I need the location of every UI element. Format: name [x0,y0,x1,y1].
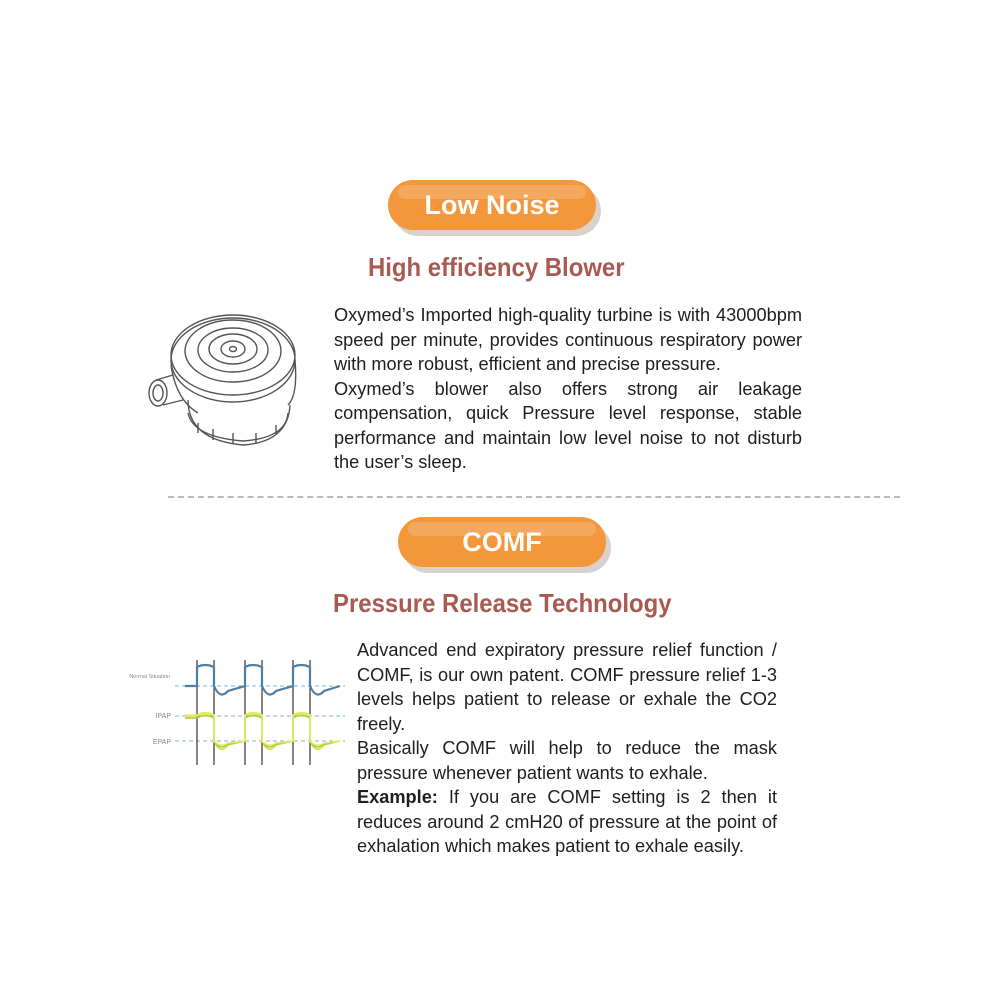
comf-badge-label: COMF [462,526,542,557]
comf-paragraph-2: Basically COMF will help to reduce the mask pressure whenever patient wants to exhale. [357,738,777,783]
waveform-label-ipap: IPAP [155,713,171,720]
comf-example [357,785,777,859]
low-noise-badge-label: Low Noise [424,189,560,220]
blower-paragraph-2: Oxymed’s blower also offers strong air leakage compensation, quick Pressure level response, stable performance and maintain low level noise to not disturb the user’s sleep. [334,378,802,472]
pressure-release-heading: Pressure Release Technology [333,588,672,618]
comf-waveform-diagram [129,655,350,770]
low-noise-badge [388,180,596,230]
blower-heading: High efficiency Blower [368,252,625,282]
comf-paragraph-1: Advanced end expiratory pressure relief function / COMF, is our own patent. COMF pressure relief 1-3 levels helps patient to release or exhale the CO2 freely. [357,640,777,734]
comf-description [357,638,777,859]
blower-description [334,303,802,475]
blower-paragraph-1: Oxymed’s Imported high-quality turbine is with 43000bpm speed per minute, provides continuous respiratory power with more robust, efficient and precise pressure. [334,305,802,374]
example-label: Example: [357,787,438,807]
waveform-label-epap: EPAP [152,739,171,746]
waveform-label-normal [129,674,170,680]
example-text: If you are COMF setting is 2 then it reduces around 2 cmH20 of pressure at the point of exhalation which makes patient to exhale easily. [357,787,777,856]
comf-badge [398,517,606,567]
blower-turbine-icon [138,305,308,455]
waveform-label-normal-text: Normal Situation [129,674,170,680]
section-divider [168,496,900,498]
